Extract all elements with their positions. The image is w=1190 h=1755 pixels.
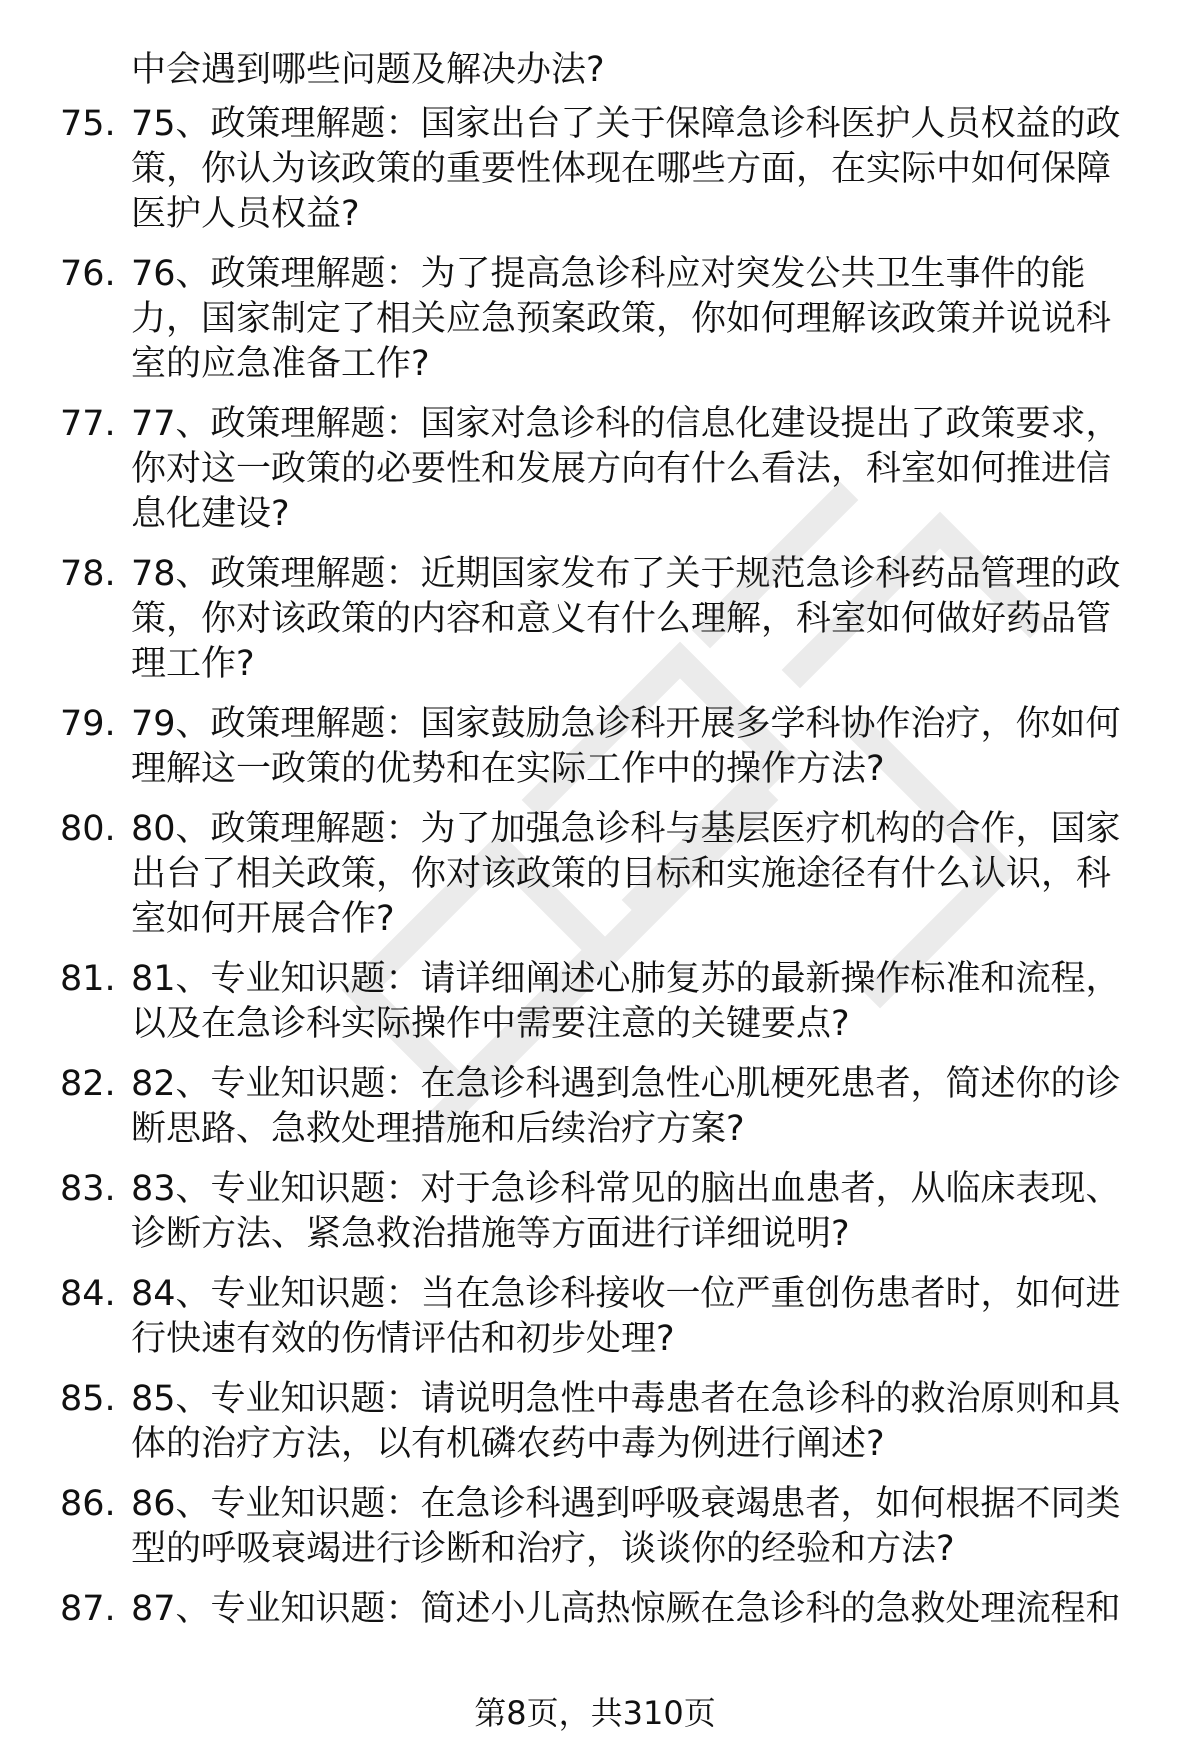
question-number: 82. — [60, 1064, 116, 1104]
question-text: 76、政策理解题：为了提高急诊科应对突发公共卫生事件的能 力，国家制定了相关应急预案政策，你如何理解该政策并说说科 室的应急准备工作? — [131, 254, 1112, 384]
page-number-footer: 第8页，共310页 — [474, 1694, 716, 1732]
question-continuation: 中会遇到哪些问题及解决办法? — [131, 50, 605, 90]
question-text: 87、专业知识题：简述小儿高热惊厥在急诊科的急救处理流程和 — [131, 1589, 1121, 1629]
question-number: 80. — [60, 809, 116, 849]
question-text: 82、专业知识题：在急诊科遇到急性心肌梗死患者，简述你的诊 断思路、急救处理措施和后续治疗方案? — [131, 1064, 1121, 1149]
question-number: 84. — [60, 1274, 116, 1314]
question-number: 76. — [60, 254, 116, 294]
question-number: 86. — [60, 1484, 116, 1524]
question-text: 84、专业知识题：当在急诊科接收一位严重创伤患者时，如何进 行快速有效的伤情评估和初步处理? — [131, 1274, 1121, 1359]
question-number: 79. — [60, 704, 116, 744]
question-number: 78. — [60, 554, 116, 594]
question-number: 77. — [60, 404, 116, 444]
question-text: 81、专业知识题：请详细阐述心肺复苏的最新操作标准和流程， 以及在急诊科实际操作中需要注意的关键要点? — [131, 959, 1121, 1044]
question-number: 81. — [60, 959, 116, 999]
question-text: 79、政策理解题：国家鼓励急诊科开展多学科协作治疗，你如何 理解这一政策的优势和在实际工作中的操作方法? — [131, 704, 1121, 789]
question-number: 83. — [60, 1169, 116, 1209]
question-text: 83、专业知识题：对于急诊科常见的脑出血患者，从临床表现、 诊断方法、紧急救治措施等方面进行详细说明? — [131, 1169, 1121, 1254]
question-text: 75、政策理解题：国家出台了关于保障急诊科医护人员权益的政 策，你认为该政策的重要性体现在哪些方面，在实际中如何保障 医护人员权益? — [131, 104, 1121, 234]
question-text: 80、政策理解题：为了加强急诊科与基层医疗机构的合作，国家 出台了相关政策，你对该政策的目标和实施途径有什么认识，科 室如何开展合作? — [131, 809, 1121, 939]
question-number: 75. — [60, 104, 116, 144]
question-text: 86、专业知识题：在急诊科遇到呼吸衰竭患者，如何根据不同类 型的呼吸衰竭进行诊断和治疗，谈谈你的经验和方法? — [131, 1484, 1121, 1569]
question-text: 78、政策理解题：近期国家发布了关于规范急诊科药品管理的政 策，你对该政策的内容和意义有什么理解，科室如何做好药品管 理工作? — [131, 554, 1121, 684]
question-number: 85. — [60, 1379, 116, 1419]
question-text: 77、政策理解题：国家对急诊科的信息化建设提出了政策要求， 你对这一政策的必要性和发展方向有什么看法，科室如何推进信 息化建设? — [131, 404, 1121, 534]
question-text: 85、专业知识题：请说明急性中毒患者在急诊科的救治原则和具 体的治疗方法，以有机磷农药中毒为例进行阐述? — [131, 1379, 1121, 1464]
question-number: 87. — [60, 1589, 116, 1629]
